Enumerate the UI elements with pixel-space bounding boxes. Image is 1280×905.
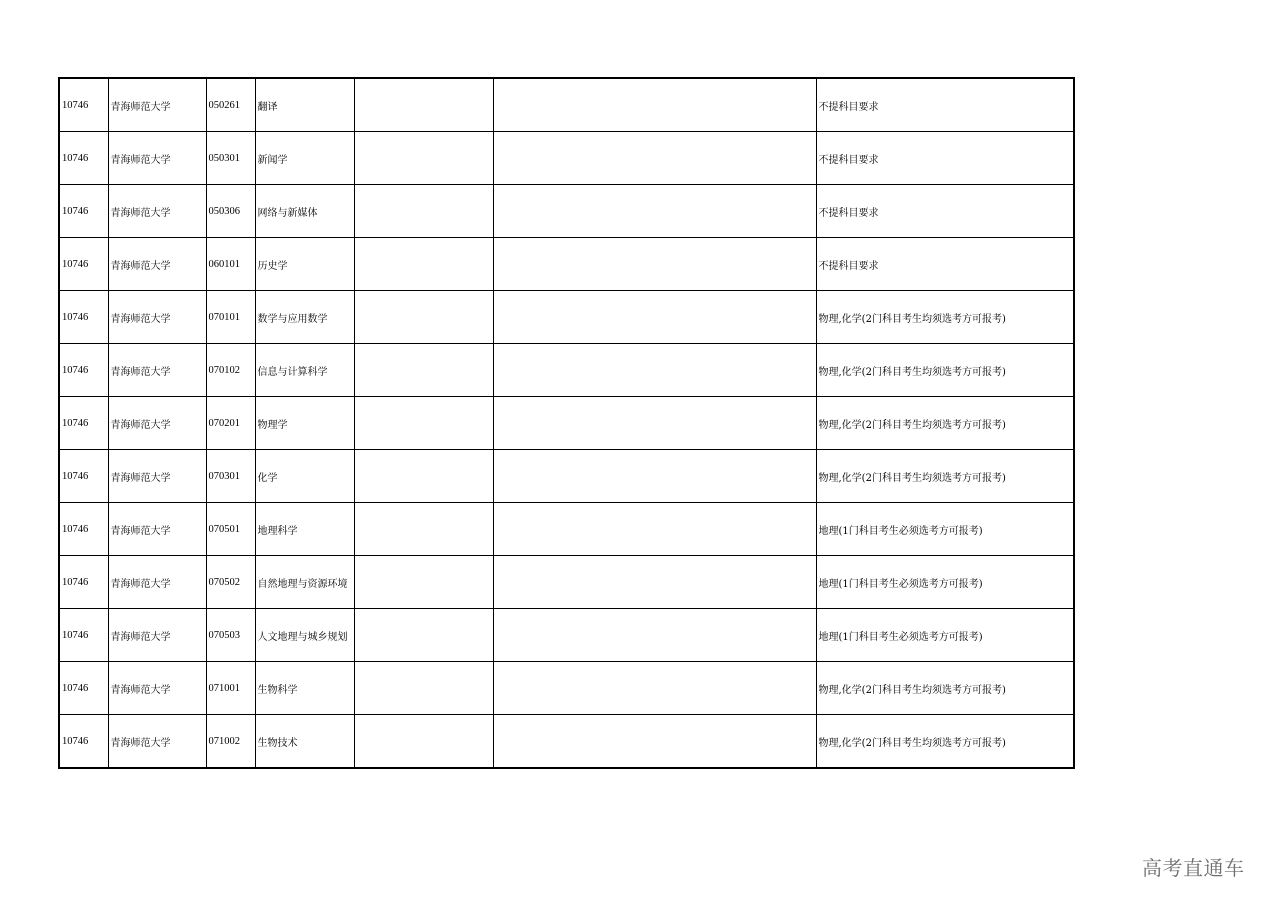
blank-cell <box>354 344 493 397</box>
blank-cell <box>354 397 493 450</box>
school-code-cell: 10746 <box>59 344 108 397</box>
major-code-cell: 071002 <box>206 715 255 769</box>
table-row <box>59 503 1074 556</box>
blank-cell <box>493 450 816 503</box>
school-name-cell: 青海师范大学 <box>108 78 206 132</box>
major-code-cell: 070503 <box>206 609 255 662</box>
subject-requirement-cell: 物理,化学(2门科目考生均须选考方可报考) <box>816 397 1074 450</box>
blank-cell <box>354 185 493 238</box>
school-name-cell: 青海师范大学 <box>108 503 206 556</box>
blank-cell <box>493 291 816 344</box>
blank-cell <box>493 715 816 769</box>
table-row <box>59 450 1074 503</box>
blank-cell <box>354 450 493 503</box>
major-code-cell: 070201 <box>206 397 255 450</box>
blank-cell <box>354 503 493 556</box>
school-name-cell: 青海师范大学 <box>108 662 206 715</box>
school-code-cell: 10746 <box>59 185 108 238</box>
school-name-cell: 青海师范大学 <box>108 609 206 662</box>
major-name-cell: 信息与计算科学 <box>255 344 354 397</box>
table-row <box>59 397 1074 450</box>
subject-requirement-cell: 物理,化学(2门科目考生均须选考方可报考) <box>816 450 1074 503</box>
school-code-cell: 10746 <box>59 291 108 344</box>
school-name-cell: 青海师范大学 <box>108 556 206 609</box>
blank-cell <box>493 556 816 609</box>
major-name-cell: 化学 <box>255 450 354 503</box>
blank-cell <box>354 556 493 609</box>
school-code-cell: 10746 <box>59 556 108 609</box>
major-code-cell: 070301 <box>206 450 255 503</box>
school-code-cell: 10746 <box>59 715 108 769</box>
school-name-cell: 青海师范大学 <box>108 132 206 185</box>
major-code-cell: 070101 <box>206 291 255 344</box>
blank-cell <box>354 238 493 291</box>
blank-cell <box>354 609 493 662</box>
table-row <box>59 556 1074 609</box>
major-name-cell: 生物技术 <box>255 715 354 769</box>
blank-cell <box>493 344 816 397</box>
subject-requirement-cell: 不提科目要求 <box>816 132 1074 185</box>
school-name-cell: 青海师范大学 <box>108 344 206 397</box>
school-name-cell: 青海师范大学 <box>108 185 206 238</box>
subject-requirement-cell: 地理(1门科目考生必须选考方可报考) <box>816 556 1074 609</box>
school-name-cell: 青海师范大学 <box>108 238 206 291</box>
major-name-cell: 人文地理与城乡规划 <box>255 609 354 662</box>
major-name-cell: 网络与新媒体 <box>255 185 354 238</box>
blank-cell <box>493 609 816 662</box>
school-name-cell: 青海师范大学 <box>108 450 206 503</box>
major-name-cell: 新闻学 <box>255 132 354 185</box>
table-row <box>59 291 1074 344</box>
major-code-cell: 070502 <box>206 556 255 609</box>
blank-cell <box>493 503 816 556</box>
major-code-cell: 070501 <box>206 503 255 556</box>
blank-cell <box>354 78 493 132</box>
major-name-cell: 翻译 <box>255 78 354 132</box>
subject-requirement-cell: 物理,化学(2门科目考生均须选考方可报考) <box>816 715 1074 769</box>
blank-cell <box>493 185 816 238</box>
table-row <box>59 78 1074 132</box>
school-code-cell: 10746 <box>59 609 108 662</box>
table-row <box>59 132 1074 185</box>
major-code-cell: 071001 <box>206 662 255 715</box>
table-row <box>59 662 1074 715</box>
major-code-cell: 060101 <box>206 238 255 291</box>
table-row <box>59 609 1074 662</box>
subject-requirement-cell: 地理(1门科目考生必须选考方可报考) <box>816 609 1074 662</box>
blank-cell <box>354 715 493 769</box>
table-row <box>59 715 1074 769</box>
school-code-cell: 10746 <box>59 450 108 503</box>
major-name-cell: 地理科学 <box>255 503 354 556</box>
major-code-cell: 050261 <box>206 78 255 132</box>
blank-cell <box>354 291 493 344</box>
major-name-cell: 数学与应用数学 <box>255 291 354 344</box>
subject-requirement-cell: 地理(1门科目考生必须选考方可报考) <box>816 503 1074 556</box>
major-code-cell: 050306 <box>206 185 255 238</box>
school-code-cell: 10746 <box>59 503 108 556</box>
blank-cell <box>493 132 816 185</box>
school-code-cell: 10746 <box>59 238 108 291</box>
subject-requirement-cell: 物理,化学(2门科目考生均须选考方可报考) <box>816 662 1074 715</box>
major-code-cell: 050301 <box>206 132 255 185</box>
major-code-cell: 070102 <box>206 344 255 397</box>
school-name-cell: 青海师范大学 <box>108 291 206 344</box>
school-code-cell: 10746 <box>59 132 108 185</box>
table-body <box>59 78 1074 768</box>
table-row <box>59 344 1074 397</box>
subject-requirement-cell: 不提科目要求 <box>816 78 1074 132</box>
subject-requirement-cell: 不提科目要求 <box>816 185 1074 238</box>
blank-cell <box>493 662 816 715</box>
blank-cell <box>493 397 816 450</box>
school-name-cell: 青海师范大学 <box>108 715 206 769</box>
blank-cell <box>493 78 816 132</box>
school-code-cell: 10746 <box>59 78 108 132</box>
watermark-text: 高考直通车 <box>1142 856 1245 880</box>
blank-cell <box>493 238 816 291</box>
school-name-cell: 青海师范大学 <box>108 397 206 450</box>
school-code-cell: 10746 <box>59 662 108 715</box>
major-name-cell: 自然地理与资源环境 <box>255 556 354 609</box>
blank-cell <box>354 662 493 715</box>
major-name-cell: 历史学 <box>255 238 354 291</box>
subject-requirement-cell: 不提科目要求 <box>816 238 1074 291</box>
major-name-cell: 物理学 <box>255 397 354 450</box>
table-row <box>59 238 1074 291</box>
school-code-cell: 10746 <box>59 397 108 450</box>
subject-requirement-cell: 物理,化学(2门科目考生均须选考方可报考) <box>816 344 1074 397</box>
subject-requirement-cell: 物理,化学(2门科目考生均须选考方可报考) <box>816 291 1074 344</box>
table-row <box>59 185 1074 238</box>
blank-cell <box>354 132 493 185</box>
major-name-cell: 生物科学 <box>255 662 354 715</box>
major-requirements-table <box>58 77 1075 769</box>
